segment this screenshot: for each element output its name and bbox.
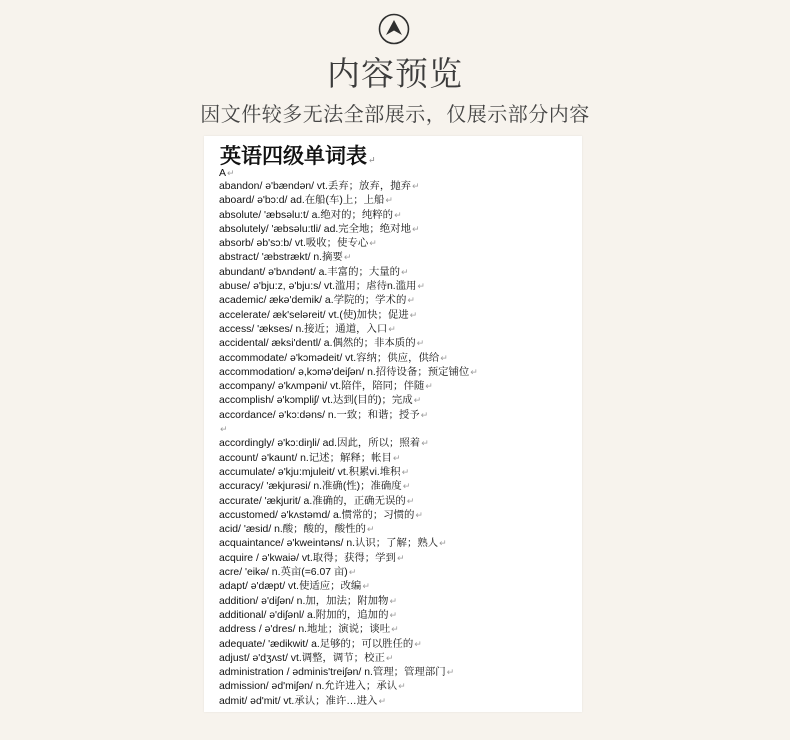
paragraph-mark-icon: ↵ [415, 509, 423, 520]
document-title-text: 英语四级单词表 [220, 143, 367, 168]
paragraph-mark-icon: ↵ [389, 595, 397, 606]
word-entry [219, 265, 578, 279]
paragraph-mark-icon: ↵ [366, 524, 375, 535]
paragraph-mark-icon: ↵ [412, 181, 420, 191]
word-entry [219, 522, 578, 536]
paragraph-mark-icon: ↵ [362, 581, 370, 592]
word-entry-text: accelerate/ æk'seləreit/ vt.(使)加快；促进 [219, 309, 409, 321]
paragraph-mark-icon: ↵ [439, 538, 447, 549]
word-entry-text: absorb/ əb'sɔ:b/ vt.吸收；使专心 [219, 238, 369, 250]
word-entry [219, 236, 578, 250]
word-entry-text: accommodate/ ə'kɔmədeit/ vt.容纳；供应，供给 [219, 352, 440, 364]
paragraph-mark-icon: ↵ [425, 381, 433, 392]
word-entry [219, 208, 578, 222]
word-entry [219, 551, 578, 565]
word-entry-text: absolute/ 'æbsəlu:t/ a.绝对的；纯粹的 [219, 209, 394, 221]
word-entry [219, 479, 578, 493]
paragraph-mark-icon: ↵ [388, 323, 396, 334]
word-entry [219, 408, 578, 422]
word-entry [219, 393, 578, 407]
word-entry [219, 622, 578, 636]
paragraph-mark-icon: ↵ [220, 424, 228, 435]
word-entry [219, 222, 578, 236]
word-entry [219, 365, 578, 379]
word-entry-text: accumulate/ ə'kju:mjuleit/ vt.积累vi.堆积 [219, 466, 401, 478]
paragraph-mark-icon: ↵ [227, 168, 235, 178]
paragraph-mark-icon: ↵ [407, 295, 415, 306]
word-entry [219, 508, 578, 522]
word-entry-text: abandon/ ə'bændən/ vt.丢弃；放弃，抛弃 [219, 181, 411, 192]
paragraph-mark-icon: ↵ [421, 438, 429, 449]
paragraph-mark-icon: ↵ [398, 681, 406, 692]
section-letter-text: A [219, 167, 227, 179]
paragraph-mark-icon: ↵ [411, 223, 420, 234]
word-entry-text: admission/ əd'miʃən/ n.允许进入；承认 [219, 681, 398, 693]
section-letter [219, 167, 235, 179]
word-entry-text: adapt/ ə'dæpt/ vt.使适应；改编 [219, 581, 362, 593]
paragraph-mark-icon: ↵ [402, 481, 411, 492]
word-entry [219, 451, 578, 465]
word-entry [219, 679, 578, 693]
word-entry [219, 436, 578, 450]
word-entry [219, 279, 578, 293]
word-entry [219, 465, 578, 479]
word-entry [219, 250, 578, 264]
word-entry [219, 193, 578, 207]
page-subtitle: 因文件较多无法全部展示，仅展示部分内容 [200, 102, 590, 126]
paragraph-mark-icon: ↵ [394, 209, 402, 220]
word-entry-text: acre/ 'eikə/ n.英亩(=6.07 亩) [219, 567, 348, 579]
chevron-up-circle-icon [378, 13, 410, 45]
paragraph-mark-icon: ↵ [413, 395, 422, 406]
paragraph-mark-icon: ↵ [378, 695, 386, 706]
word-entry [219, 336, 578, 350]
paragraph-mark-icon: ↵ [385, 195, 393, 206]
word-entry [219, 608, 578, 622]
word-entry-text: aboard/ ə'bɔ:d/ ad.在船(车)上；上船 [219, 195, 385, 207]
word-entry-text: absolutely/ 'æbsəlu:tli/ ad.完全地；绝对地 [219, 223, 411, 235]
paragraph-mark-icon: ↵ [368, 156, 376, 166]
paragraph-mark-icon: ↵ [416, 338, 425, 349]
word-entry-text: administration / ədminis'treiʃən/ n.管理；管理部门 [219, 667, 446, 679]
word-list [219, 179, 578, 708]
paragraph-mark-icon: ↵ [343, 252, 352, 263]
paragraph-mark-icon: ↵ [446, 667, 455, 678]
word-entry-text: adjust/ ə'dʒʌst/ vt.调整，调节；校正 [219, 652, 385, 664]
paragraph-mark-icon: ↵ [392, 452, 401, 463]
word-entry-text: accuracy/ 'ækjurəsi/ n.准确(性)；准确度 [219, 481, 402, 493]
paragraph-mark-icon: ↵ [369, 238, 377, 249]
word-entry-text: access/ 'ækses/ n.接近；通道，入口 [219, 323, 388, 335]
word-entry-text: abstract/ 'æbstrækt/ n.摘要 [219, 252, 343, 264]
word-entry [219, 651, 578, 665]
paragraph-mark-icon: ↵ [401, 266, 409, 277]
word-entry-text: admit/ əd'mit/ vt.承认；准许…进入 [219, 695, 378, 707]
word-entry-text: account/ ə'kaunt/ n.记述；解释；帐目 [219, 452, 392, 464]
word-entry [219, 494, 578, 508]
word-entry-text: acquire / ə'kwaiə/ vt.取得；获得；学到 [219, 552, 396, 564]
paragraph-mark-icon: ↵ [389, 609, 398, 620]
word-entry-text: accommodation/ ə,kɔmə'deiʃən/ n.招待设备；预定铺位 [219, 366, 470, 378]
paragraph-mark-icon: ↵ [470, 366, 478, 377]
word-entry [219, 694, 578, 708]
paragraph-mark-icon: ↵ [440, 352, 448, 363]
word-entry [219, 594, 578, 608]
word-entry-text: additional/ ə'diʃənl/ a.附加的，追加的 [219, 609, 389, 621]
word-entry [219, 579, 578, 593]
word-entry-text: accurate/ 'ækjurit/ a.准确的，正确无误的 [219, 495, 406, 507]
paragraph-mark-icon: ↵ [396, 552, 405, 563]
word-entry [219, 308, 578, 322]
word-entry-text: academic/ ækə'demik/ a.学院的；学术的 [219, 295, 407, 307]
word-entry-text: accustomed/ ə'kʌstəmd/ a.惯常的；习惯的 [219, 509, 415, 521]
word-entry [219, 565, 578, 579]
document-preview [204, 136, 582, 712]
document-title [220, 140, 376, 170]
word-entry-text: adequate/ 'ædikwit/ a.足够的；可以胜任的 [219, 638, 414, 650]
word-entry [219, 293, 578, 307]
word-entry [219, 665, 578, 679]
paragraph-mark-icon: ↵ [401, 466, 410, 477]
word-entry-text: accidental/ æksi'dentl/ a.偶然的；非本质的 [219, 338, 416, 350]
paragraph-mark-icon: ↵ [406, 495, 415, 506]
word-entry [219, 379, 578, 393]
word-entry-text: abuse/ ə'bju:z, ə'bju:s/ vt.滥用；虐待n.滥用 [219, 281, 417, 293]
word-entry-text: acquaintance/ ə'kweintəns/ n.认识；了解；熟人 [219, 538, 439, 550]
paragraph-mark-icon: ↵ [348, 567, 357, 578]
paragraph-mark-icon: ↵ [414, 638, 422, 649]
word-entry [219, 351, 578, 365]
word-entry-text: address / ə'dres/ n.地址；演说；谈吐 [219, 624, 391, 636]
paragraph-mark-icon: ↵ [417, 281, 425, 292]
page-title: 内容预览 [327, 54, 463, 93]
word-entry [219, 536, 578, 550]
paragraph-mark-icon: ↵ [420, 409, 429, 420]
paragraph-mark-icon: ↵ [409, 309, 418, 320]
word-entry-text: addition/ ə'diʃən/ n.加，加法；附加物 [219, 595, 389, 607]
word-entry-text: accordance/ ə'kɔ:dəns/ n.一致；和谐；授予 [219, 409, 420, 421]
word-entry-text: accompany/ ə'kʌmpəni/ vt.陪伴，陪同；伴随 [219, 381, 425, 393]
word-entry-text: accordingly/ ə'kɔ:diŋli/ ad.因此，所以；照着 [219, 438, 421, 450]
paragraph-mark-icon: ↵ [391, 624, 399, 635]
paragraph-mark-icon: ↵ [385, 652, 394, 663]
word-entry-text: acid/ 'æsid/ n.酸；酸的，酸性的 [219, 524, 366, 536]
word-entry [219, 637, 578, 651]
word-entry [219, 322, 578, 336]
word-entry [219, 422, 578, 436]
word-entry-text: accomplish/ ə'kɔmpliʃ/ vt.达到(目的)；完成 [219, 395, 413, 407]
word-entry [219, 179, 578, 193]
word-entry-text: abundant/ ə'bʌndənt/ a.丰富的；大量的 [219, 266, 401, 278]
